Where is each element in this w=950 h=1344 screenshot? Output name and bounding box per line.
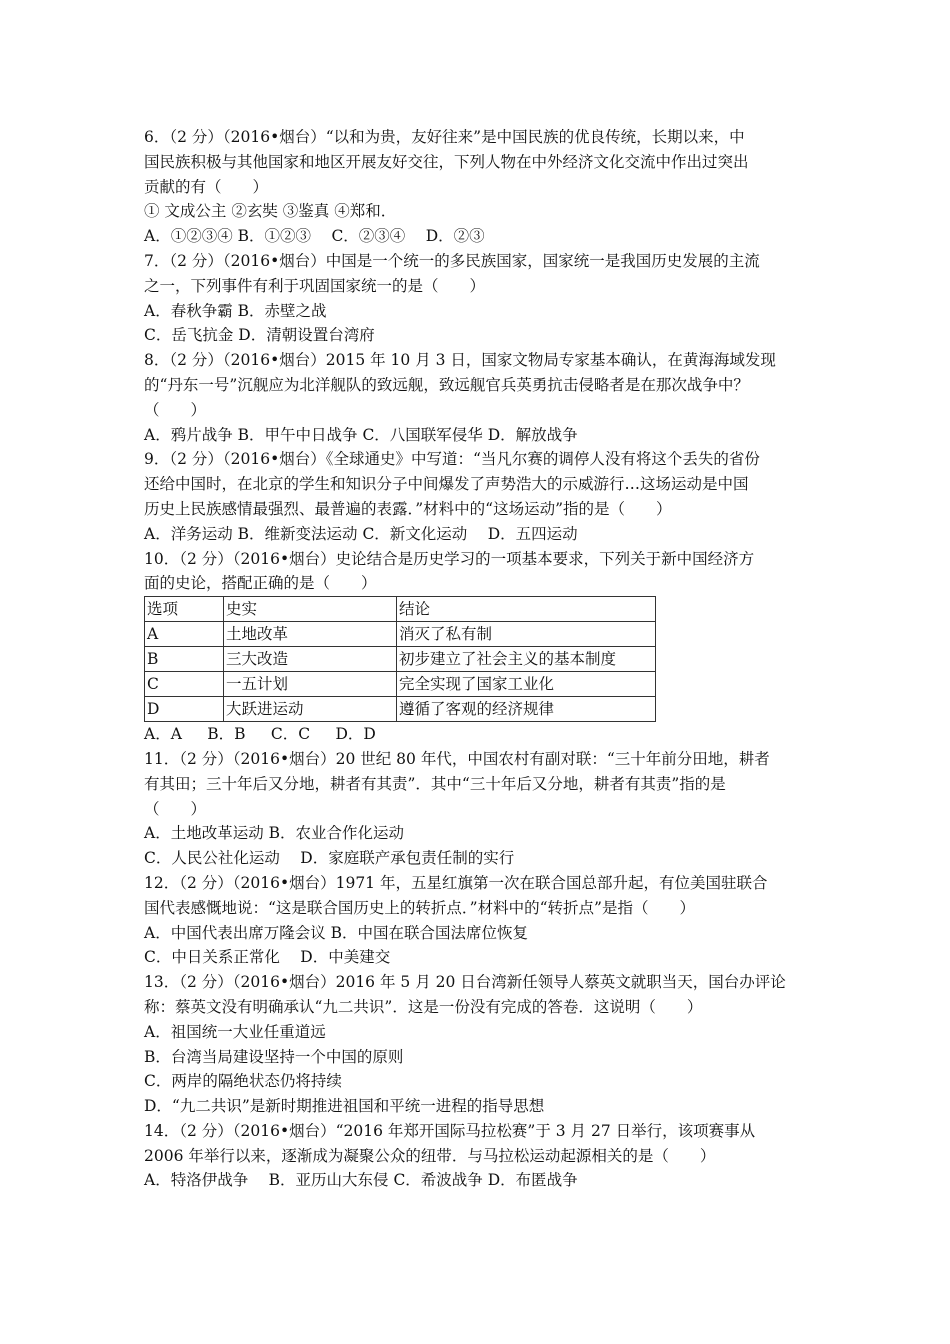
table-cell: 完全实现了国家工业化 [397, 672, 656, 697]
table-row [145, 647, 656, 672]
question-14 [144, 1119, 812, 1193]
question-stem-line: 12．（2 分）（2016•烟台）1971 年，五星红旗第一次在联合国总部升起，有位美国驻联合 [144, 873, 768, 892]
answer-options: A．特洛伊战争 B．亚历山大东侵 C．希波战争 D．布匿战争 [144, 1171, 578, 1190]
table-cell: 遵循了客观的经济规律 [397, 697, 656, 722]
question-stem-line: 2006 年举行以来，逐渐成为凝聚公众的纽带．与马拉松运动起源相关的是（ ） [144, 1146, 716, 1165]
table-header-cell: 选项 [145, 597, 224, 622]
table-cell: 土地改革 [224, 622, 397, 647]
table-cell: 初步建立了社会主义的基本制度 [397, 647, 656, 672]
answer-option: D．“九二共识”是新时期推进祖国和平统一进程的指导思想 [144, 1097, 545, 1116]
question-11 [144, 747, 812, 871]
answer-options: C．岳飞抗金 D．清朝设置台湾府 [144, 326, 375, 345]
question-stem-line: 还给中国时，在北京的学生和知识分子中间爆发了声势浩大的示威游行…这场运动是中国 [144, 475, 749, 494]
answer-options: C．中日关系正常化 D．中美建交 [144, 948, 391, 967]
answer-options: A．①②③④ B．①②③ C．②③④ D．②③ [144, 227, 485, 246]
table-cell: 三大改造 [224, 647, 397, 672]
question-stem-line: 11．（2 分）（2016•烟台）20 世纪 80 年代，中国农村有副对联：“三十年前分田地，耕者 [144, 749, 770, 768]
question-13 [144, 970, 812, 1119]
question-stem-line: 14．（2 分）（2016•烟台）“2016 年郑开国际马拉松赛”于 3 月 27 日举行，该项赛事从 [144, 1121, 756, 1140]
question-7 [144, 249, 812, 348]
question-stem-line: 贡献的有（ ） [144, 177, 269, 196]
table-row [145, 672, 656, 697]
answer-options: A．鸦片战争 B．甲午中日战争 C．八国联军侵华 D．解放战争 [144, 425, 578, 444]
question-stem-line: （ ） [144, 400, 207, 419]
question-8 [144, 348, 812, 447]
answer-option: C．两岸的隔绝状态仍将持续 [144, 1072, 342, 1091]
question-stem-line: 6．（2 分）（2016•烟台）“以和为贵，友好往来”是中国民族的优良传统，长期以来，中 [144, 128, 745, 146]
question-stem-line: （ ） [144, 799, 207, 818]
question-stem-line: 的“丹东一号”沉舰应为北洋舰队的致远舰，致远舰官兵英勇抗击侵略者是在那次战争中？ [144, 375, 749, 394]
table-cell: A [145, 622, 224, 647]
question-stem-line: 国代表感慨地说：“这是联合国历史上的转折点．”材料中的“转折点”是指（ ） [144, 898, 695, 917]
table-row [145, 697, 656, 722]
table-header-cell: 结论 [397, 597, 656, 622]
answer-options: A．春秋争霸 B．赤壁之战 [144, 301, 327, 320]
question-stem-line: 称：蔡英文没有明确承认“九二共识”．这是一份没有完成的答卷．这说明（ ） [144, 997, 703, 1016]
question-stem-line: 13．（2 分）（2016•烟台）2016 年 5 月 20 日台湾新任领导人蔡英文就职当天，国台办评论 [144, 973, 786, 992]
table-header-row [145, 597, 656, 622]
question-stem-line: 之一，下列事件有利于巩固国家统一的是（ ） [144, 276, 486, 295]
question-10 [144, 547, 812, 747]
answer-options: A．土地改革运动 B．农业合作化运动 [144, 824, 405, 843]
question-list [144, 125, 812, 1193]
answer-option: A．祖国统一大业任重道远 [144, 1022, 326, 1041]
table-cell: 消灭了私有制 [397, 622, 656, 647]
answer-option: B．台湾当局建设坚持一个中国的原则 [144, 1047, 404, 1066]
table-cell: C [145, 672, 224, 697]
history-table [144, 596, 656, 722]
question-6 [144, 125, 812, 249]
question-stem-line: 7．（2 分）（2016•烟台）中国是一个统一的多民族国家，国家统一是我国历史发展的主流 [144, 251, 760, 270]
table-cell: D [145, 697, 224, 722]
question-stem-line: 历史上民族感情最强烈、最普遍的表露．”材料中的“这场运动”指的是（ ） [144, 499, 672, 518]
question-stem-line: 有其田；三十年后又分地，耕者有其责”．其中“三十年后又分地，耕者有其责”指的是 [144, 774, 726, 793]
answer-options: C．人民公社化运动 D．家庭联产承包责任制的实行 [144, 849, 515, 868]
table-header-cell: 史实 [224, 597, 397, 622]
question-9 [144, 447, 812, 546]
question-items: ① 文成公主 ②玄奘 ③鉴真 ④郑和． [144, 202, 397, 221]
question-stem-line: 国民族积极与其他国家和地区开展友好交往，下列人物在中外经济文化交流中作出过突出 [144, 152, 749, 171]
question-stem-line: 10．（2 分）（2016•烟台）史论结合是历史学习的一项基本要求，下列关于新中国经济方 [144, 549, 755, 568]
answer-options: A．中国代表出席万隆会议 B．中国在联合国法席位恢复 [144, 923, 529, 942]
answer-options: A．洋务运动 B．维新变法运动 C．新文化运动 D．五四运动 [144, 524, 578, 543]
answer-options: A．A B．B C．C D．D [144, 725, 376, 744]
question-stem-line: 9．（2 分）（2016•烟台）《全球通史》中写道：“当凡尔赛的调停人没有将这个丢失的省份 [144, 450, 760, 469]
table-cell: 一五计划 [224, 672, 397, 697]
question-stem-line: 面的史论，搭配正确的是（ ） [144, 574, 377, 593]
table-row [145, 622, 656, 647]
question-stem-line: 8．（2 分）（2016•烟台）2015 年 10 月 3 日，国家文物局专家基本确认，在黄海海域发现 [144, 351, 776, 370]
question-12 [144, 871, 812, 970]
table-cell: B [145, 647, 224, 672]
table-cell: 大跃进运动 [224, 697, 397, 722]
